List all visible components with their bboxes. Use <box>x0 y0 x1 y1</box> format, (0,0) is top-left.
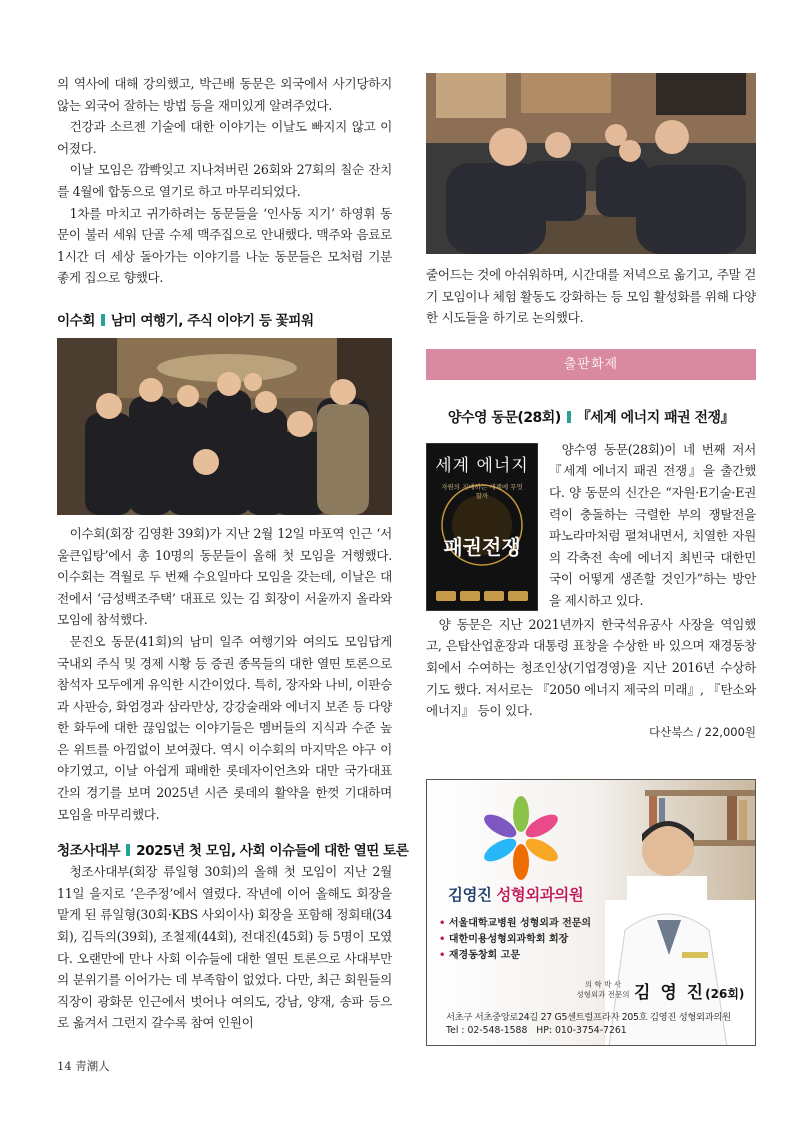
clinic-phone: Tel : 02-548-1588 HP: 010-3754-7261 <box>446 1025 627 1036</box>
cheongjo-paragraph-cont: 줄어드는 것에 아쉬워하며, 시간대를 저녁으로 옮기고, 주말 걷기 모임이나 체험 활동도 강화하는 등 모임 활성화를 위해 다양한 시도들을 하기로 논의했다. <box>426 267 756 326</box>
clinic-name-type: 성형외과의원 <box>496 886 584 904</box>
intro-paragraph-2: 건강과 소르젠 기술에 대한 이야기는 이날도 빠지지 않고 이어졌다. <box>57 119 392 156</box>
section-name: 이수회 <box>57 312 95 329</box>
ad-background <box>427 780 756 1046</box>
isuhoe-group-photo <box>57 338 392 515</box>
intro-paragraph-3: 이날 모임은 깜빡잊고 지나쳐버린 26회와 27회의 칠순 잔치를 4월에 합동으로 열기로 하고 마무리되었다. <box>57 162 392 199</box>
intro-paragraph-1: 의 역사에 대해 강의했고, 박근배 동문은 외국에서 사기당하지 않는 외국어 잘하는 방법 등을 재미있게 알려주었다. <box>57 76 392 113</box>
book-paragraph-2: 양 동문은 지난 2021년까지 한국석유공사 사장을 역임했고, 은탑산업훈장과 대통령 표창을 수상한 바 있으며 재경동창회에서 수여하는 청조인상(기업경영)을 지난 2016년 수상하기도 했다. 저서로는 『2050 에너지 제국의 미래』, 『탄소와 에너지』 등이 있다. <box>426 616 756 719</box>
heading-accent-bar <box>126 844 130 856</box>
book-cover-title-bottom: 패권전쟁 <box>443 534 521 559</box>
doctor-name: 김 영 진 <box>634 983 706 1003</box>
doctor-name-block <box>634 978 744 1003</box>
publication-news-banner: 출판화제 <box>426 349 756 380</box>
heading-accent-bar <box>567 411 571 423</box>
cheongjo-paragraph-1: 청조사대부(회장 류일형 30회)의 올해 첫 모임이 지난 2월 11일 을지로 ‘은주정’에서 열렸다. 작년에 이어 올해도 회장을 맡게 된 류일형(30회·KBS 사외이사) 회장을 포함해 정회태(34회), 김득의(39회), 조철제(44회), 전대진(45회) 등 5명이 모였다. 오랜만에 만나 사회 이슈들에 대한 열띤 토론으로 사대부만의 분위기를 이어가는 데 부족함이 없었다. 다만, 최근 회원들의 직장이 광화문 인근에서 벗어나 여의도, 강남, 양재, 송파 등으로 옮겨서 그런지 갈수록 참여 인원이 <box>57 864 392 1031</box>
section-name: 청조사대부 <box>57 843 121 860</box>
clinic-address: 서초구 서초중앙로24길 27 G5센트럴프라자 205호 김영진 성형외과의원 <box>446 1012 731 1023</box>
book-cover-title-top: 세계 에너지 <box>435 455 529 476</box>
section-title: 남미 여행기, 주식 이야기 등 꽃피워 <box>110 312 314 329</box>
cheongjo-group-photo <box>426 73 756 254</box>
section-heading-isuhoe <box>57 309 392 329</box>
heading-accent-bar <box>101 314 105 326</box>
book-cover-subtitle: 자원의 지배하는 세계에 무엇 할까 <box>441 482 523 500</box>
right-column <box>426 73 756 740</box>
credential-item: • 대한미용성형외과학회 회장 <box>439 934 569 945</box>
isuhoe-paragraph-1: 이수회(회장 김영환 39회)가 지난 2월 12일 마포역 인근 ‘서울큰입탕’에서 총 10명의 동문들이 올해 첫 모임을 거행했다. 이수회는 격월로 두 번째 수요일마다 모임을 갖는데, 이날은 대전에서 ‘금성백조주택’ 대표로 있는 김 회장이 서울까지 올라와 모임에 참석했다. <box>57 525 392 628</box>
clinic-name-owner: 김영진 <box>448 886 492 904</box>
publisher-price: 다산북스 / 22,000원 <box>649 724 756 739</box>
clinic-advertisement <box>426 779 756 1046</box>
isuhoe-paragraph-2: 문진오 동문(41회)의 남미 일주 여행기와 여의도 모임답게 국내외 주식 및 경제 시황 등 증권 종목들의 대한 열띤 토론으로 참석자 모두에게 유익한 시간이었다. 특히, 장자와 나비, 이판승과 사판승, 화엄경과 삼라만상, 강강술래와 에너지 보존 등 다양한 화두에 대한 끊임없는 이야기들은 멤버들의 지식과 수준 높은 위트를 아낌없이 보여줬다. 역시 이수회의 마지막은 야구 이야기였고, 이날 아쉽게 패배한 롯데자이언츠와 대만 국가대표 간의 경기를 보며 2025년 시즌 롯데의 활약을 한껏 기대하며 모임을 마무리했다. <box>57 633 392 822</box>
doctor-specialty: 성형외과 전문의 <box>576 990 630 999</box>
doctor-degree: 의 학 박 사 <box>584 980 622 989</box>
book-feature <box>426 439 756 614</box>
doctor-credentials <box>574 980 632 1000</box>
page-folio: 14 靑潮人 <box>57 1059 110 1073</box>
section-title: 2025년 첫 모임, 사회 이슈들에 대한 열띤 토론 <box>136 843 409 860</box>
credential-item: • 재경동창회 고문 <box>439 950 520 961</box>
intro-paragraph-4: 1차를 마치고 귀가하려는 동문들을 ‘인사동 지기’ 하영휘 동문이 불러 세워 단골 수제 맥주집으로 안내했다. 맥주와 음료로 1시간 더 세상 돌아가는 이야기를 나눈 동문들은 모처럼 기분 좋게 집으로 향했다. <box>57 205 392 286</box>
book-title: 『세계 에너지 패권 전쟁』 <box>576 409 735 426</box>
author-name: 양수영 동문(28회) <box>447 409 561 426</box>
clinic-name <box>448 883 583 905</box>
doctor-class: (26회) <box>705 987 745 1001</box>
section-heading-cheongjo <box>57 839 409 860</box>
book-paragraph-1: 양수영 동문(28회)이 네 번째 저서 『세계 에너지 패권 전쟁』을 출간했다. 양 동문의 신간은 “자원·E기술·E권력이 충돌하는 극렬한 부의 쟁탈전을 파노라마처럼 펼쳐내면서, 치열한 자원의 각축전 속에 에너지 최빈국 대한민국이 어떻게 생존할 것인가”하는 방안을 제시하고 있다. <box>549 441 756 608</box>
book-cover <box>426 443 538 611</box>
credentials-list <box>439 916 591 964</box>
credential-item: • 서울대학교병원 성형외과 전문의 <box>439 918 592 929</box>
book-heading <box>426 407 756 427</box>
left-column <box>57 73 409 1034</box>
